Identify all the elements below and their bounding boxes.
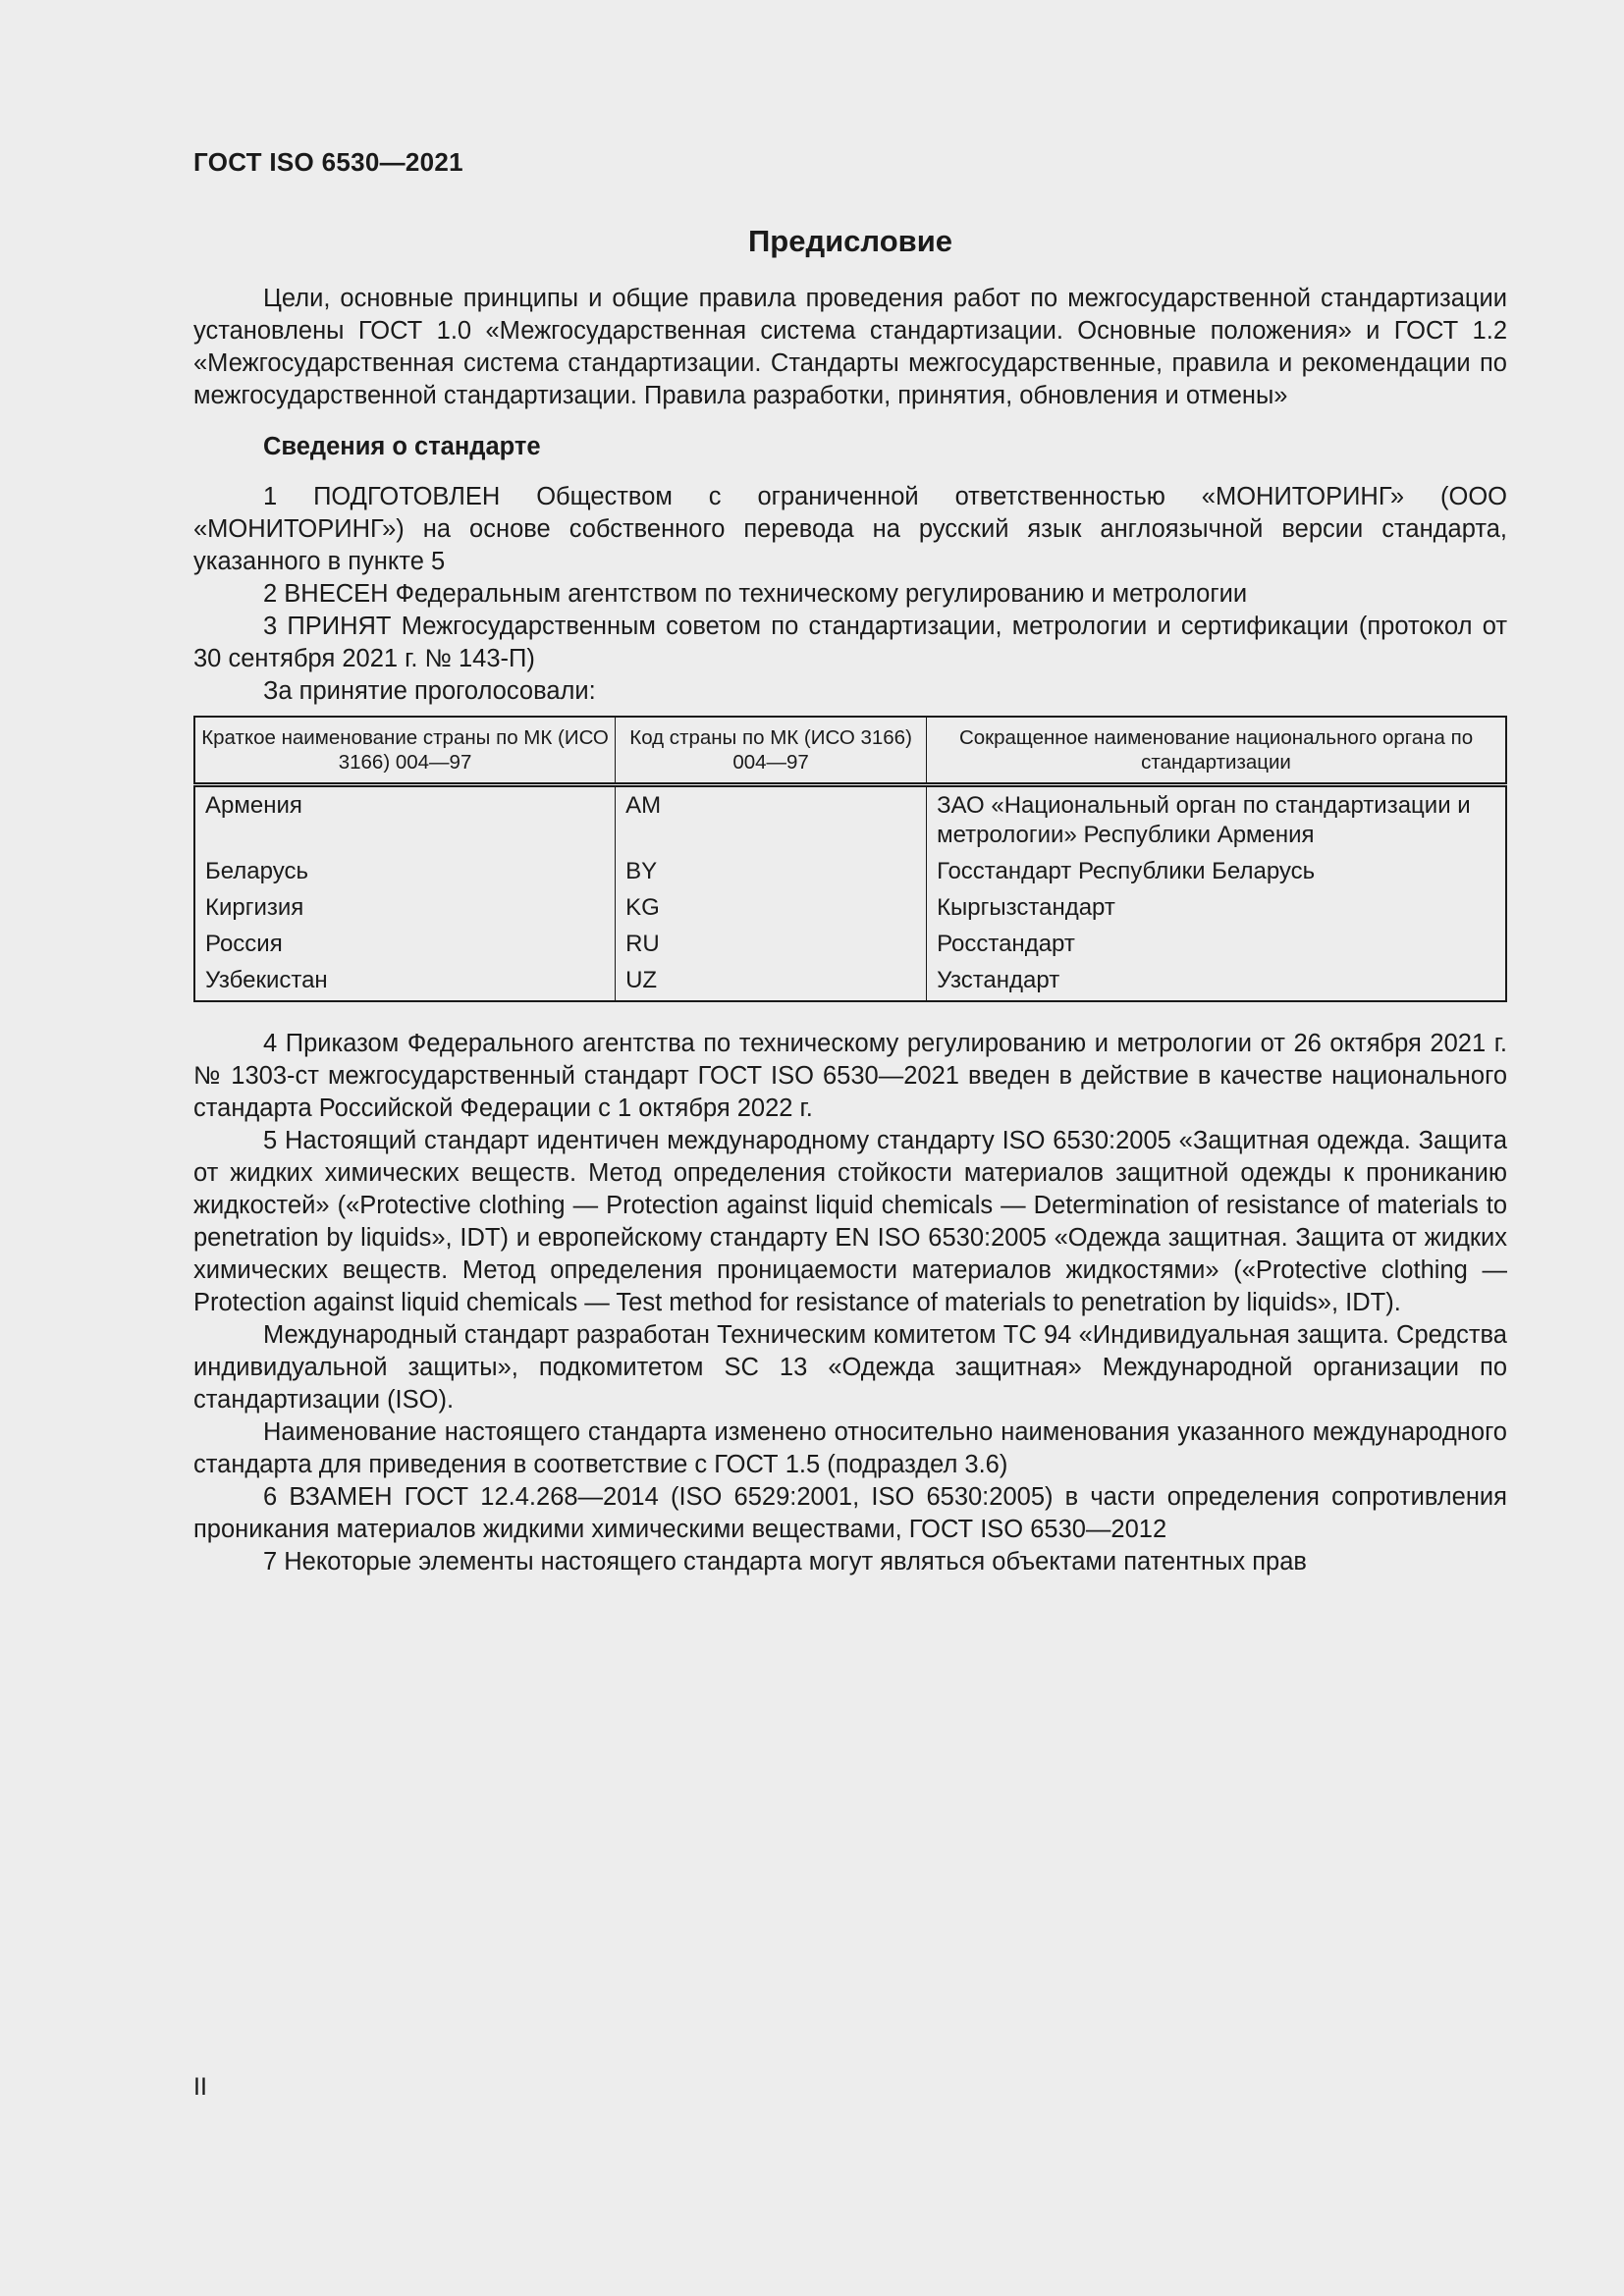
voted-label: За принятие проголосовали: (263, 677, 596, 705)
header-body: Сокращенное наименование национального органа по стандартизации (927, 717, 1506, 785)
table-header-row (194, 717, 1506, 785)
intro-paragraph: Цели, основные принципы и общие правила проведения работ по межгосударственной стандартизации установлены ГОСТ 1.0 «Межгосударственная система стандартизации. Основные положения» и ГОСТ 1.2 «Межгосударственная система стандартизации. Стандарты межгосударственные, правила и рекомендации по межгосударственной стандартизации. Правила разработки, принятия, обновления и отмены» (193, 285, 1507, 409)
cell-body: Госстандарт Республики Беларусь (927, 855, 1506, 891)
header-country: Краткое наименование страны по МК (ИСО 3166) 004—97 (194, 717, 616, 785)
section-heading: Сведения о стандарте (263, 433, 541, 460)
cell-body: ЗАО «Национальный орган по стандартизации и метрологии» Республики Армения (927, 785, 1506, 856)
cell-country: Беларусь (205, 858, 308, 884)
paragraph-5-name-change: Наименование настоящего стандарта изменено относительно наименования указанного международного стандарта для приведения в соответствие с ГОСТ 1.5 (подраздел 3.6) (193, 1418, 1507, 1478)
table-row (194, 785, 1506, 856)
paragraph-4-order: 4 Приказом Федерального агентства по техническому регулированию и метрологии от 26 октября 2021 г. № 1303-ст межгосударственный стандарт ГОСТ ISO 6530—2021 введен в действие в качестве национального стандарта Российской Федерации с 1 октября 2022 г. (193, 1030, 1507, 1122)
header-code: Код страны по МК (ИСО 3166) 004—97 (616, 717, 927, 785)
paragraph-2-submitted: 2 ВНЕСЕН Федеральным агентством по техническому регулированию и метрологии (263, 580, 1248, 608)
voters-table (193, 716, 1507, 1002)
paragraph-5-committee: Международный стандарт разработан Техническим комитетом TC 94 «Индивидуальная защита. Средства индивидуальной защиты», подкомитетом SC 13 «Одежда защитная» Международной организации по стандартизации (ISO). (193, 1321, 1507, 1414)
cell-body: Узстандарт (927, 964, 1506, 1001)
cell-code: UZ (616, 964, 927, 1001)
document-id-header: ГОСТ ISO 6530—2021 (193, 147, 463, 177)
cell-body: Кыргызстандарт (927, 891, 1506, 928)
paragraph-6-replaces: 6 ВЗАМЕН ГОСТ 12.4.268—2014 (ISO 6529:2001, ISO 6530:2005) в части определения сопротивления проникания материалов жидкими химическими веществами, ГОСТ ISO 6530—2012 (193, 1483, 1507, 1543)
paragraph-5-identical: 5 Настоящий стандарт идентичен международному стандарту ISO 6530:2005 «Защитная одежда. Защита от жидких химических веществ. Метод определения стойкости материалов защитной одежды к прониканию жидкостей» («Protective clothing — Protection against liquid chemicals — Determination of resistance of materials to penetration by liquids», IDT) и европейскому стандарту EN ISO 6530:2005 «Одежда защитная. Защита от жидких химических веществ. Метод определения проницаемости материалов жидкостями» («Protective clothing — Protection against liquid chemicals — Test method for resistance of materials to penetration by liquids», IDT). (193, 1127, 1507, 1316)
table-row (194, 855, 1506, 891)
table-row (194, 964, 1506, 1001)
paragraph-7-patents: 7 Некоторые элементы настоящего стандарта могут являться объектами патентных прав (263, 1548, 1307, 1575)
page-content (193, 222, 1507, 1578)
cell-code: AM (616, 785, 927, 856)
paragraph-1-prepared: 1 ПОДГОТОВЛЕН Обществом с ограниченной ответственностью «МОНИТОРИНГ» (ООО «МОНИТОРИНГ») на основе собственного перевода на русский язык англоязычной версии стандарта, указанного в пункте 5 (193, 483, 1507, 575)
cell-country: Узбекистан (205, 967, 328, 993)
cell-country: Россия (205, 931, 283, 957)
table-row (194, 891, 1506, 928)
cell-code: BY (616, 855, 927, 891)
cell-code: RU (616, 928, 927, 964)
cell-code: KG (616, 891, 927, 928)
page-number: II (193, 2073, 207, 2101)
cell-body: Росстандарт (927, 928, 1506, 964)
cell-country: Киргизия (205, 894, 304, 921)
page-title: Предисловие (747, 224, 952, 258)
table-row (194, 928, 1506, 964)
paragraph-3-adopted: 3 ПРИНЯТ Межгосударственным советом по стандартизации, метрологии и сертификации (протокол от 30 сентября 2021 г. № 143-П) (193, 613, 1507, 672)
cell-country: Армения (205, 792, 302, 819)
